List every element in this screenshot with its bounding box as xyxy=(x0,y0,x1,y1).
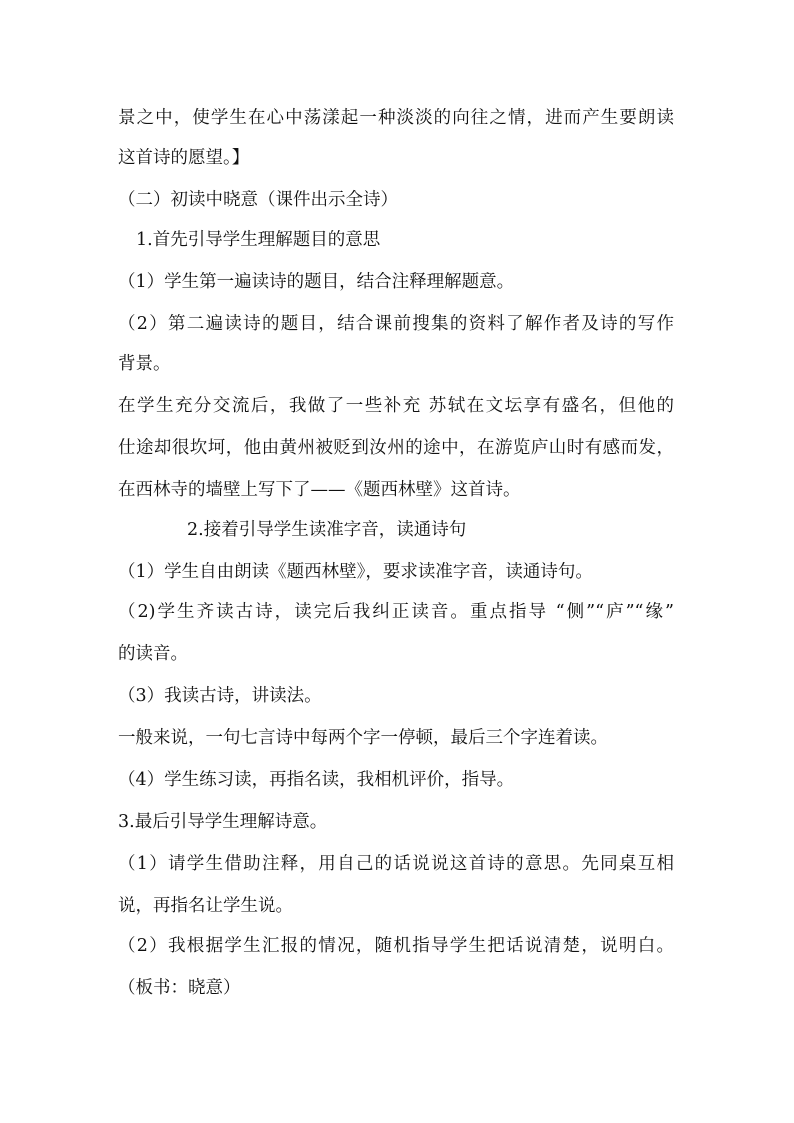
paragraph-line: 这首诗的愿望。】 xyxy=(118,148,250,168)
paragraph-line: （3）我读古诗，讲读法。 xyxy=(118,686,322,706)
step-heading: 1.首先引导学生理解题目的意思 xyxy=(136,230,381,250)
paragraph-line: （4）学生练习读，再指名读，我相机评价，指导。 xyxy=(118,770,515,790)
paragraph-line: 在学生充分交流后，我做了一些补充 苏轼在文坛享有盛名，但他的 xyxy=(118,396,674,416)
paragraph-line: 的读音。 xyxy=(118,644,188,664)
paragraph-line: （2）第二遍读诗的题目，结合课前搜集的资料了解作者及诗的写作 xyxy=(118,314,674,334)
paragraph-line: （1）请学生借助注释，用自己的话说说这首诗的意思。先同桌互相 xyxy=(118,854,674,874)
paragraph-line: （2）我根据学生汇报的情况，随机指导学生把话说清楚，说明白。 xyxy=(118,936,674,956)
paragraph-line: （板书：晓意） xyxy=(118,978,241,998)
step-heading: 2.接着引导学生读准字音，读通诗句 xyxy=(187,520,467,540)
paragraph-line: 仕途却很坎坷，他由黄州被贬到汝州的途中，在游览庐山时有感而发， xyxy=(118,438,674,458)
section-heading: （二）初读中晓意（课件出示全诗） xyxy=(118,190,398,210)
paragraph-line: 景之中，使学生在心中荡漾起一种淡淡的向往之情，进而产生要朗读 xyxy=(118,108,674,128)
paragraph-line: 说，再指名让学生说。 xyxy=(118,896,293,916)
step-heading: 3.最后引导学生理解诗意。 xyxy=(118,812,328,832)
paragraph-line: 背景。 xyxy=(118,354,171,374)
paragraph-line: （1）学生第一遍读诗的题目，结合注释理解题意。 xyxy=(118,272,515,292)
paragraph-line: （2)学生齐读古诗，读完后我纠正读音。重点指导 “侧”“庐”“缘” xyxy=(118,602,674,622)
paragraph-line: （1）学生自由朗读《题西林壁》，要求读准字音，读通诗句。 xyxy=(118,562,593,582)
paragraph-line: 在西林寺的墙壁上写下了——《题西林壁》这首诗。 xyxy=(118,480,521,500)
paragraph-line: 一般来说，一句七言诗中每两个字一停顿，最后三个字连着读。 xyxy=(118,728,608,748)
